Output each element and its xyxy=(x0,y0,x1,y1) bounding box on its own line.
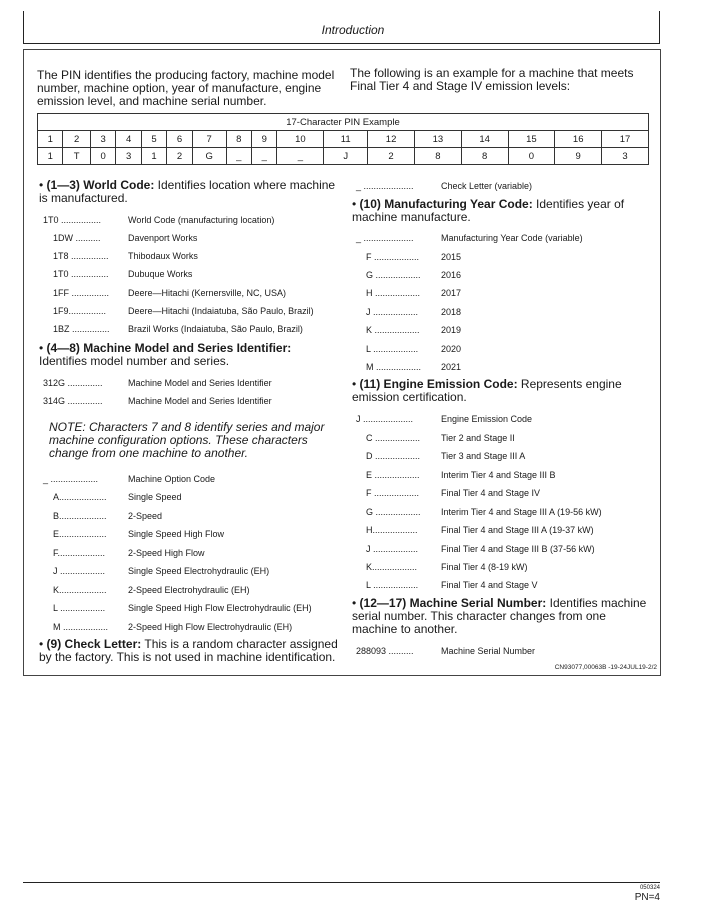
row-code: F .................. xyxy=(366,488,420,498)
pin-character: 2 xyxy=(368,148,415,165)
row-code: D .................. xyxy=(366,451,421,461)
engine-text: Represents engine emission certification. xyxy=(352,377,622,404)
row-code: 1BZ ............... xyxy=(53,324,110,334)
header-bottom-rule xyxy=(23,43,660,44)
pin-position: 14 xyxy=(461,131,508,148)
engine-row xyxy=(366,561,656,573)
world-code-text: Identifies location where machine is manufactured. xyxy=(39,178,336,205)
row-code: 288093 .......... xyxy=(356,646,414,656)
row-desc: Single Speed High Flow Electrohydraulic (EH) xyxy=(128,603,312,613)
row-code: K .................. xyxy=(366,325,420,335)
world-code-row xyxy=(53,250,343,262)
pin-character: 8 xyxy=(414,148,461,165)
row-code: 1T0 ................ xyxy=(43,215,102,225)
row-desc: Single Speed Electrohydraulic (EH) xyxy=(128,566,270,576)
engine-row xyxy=(356,413,656,425)
serial-heading: (12—17) Machine Serial Number: xyxy=(359,596,547,610)
row-code: _ ................... xyxy=(43,474,99,484)
pin-table-caption: 17-Character PIN Example xyxy=(38,114,649,131)
pin-character: _ xyxy=(226,148,251,165)
row-desc: Machine Model and Series Identifier xyxy=(128,396,272,406)
serial-row xyxy=(356,645,656,657)
year-row xyxy=(356,232,656,244)
engine-row xyxy=(366,432,656,444)
row-desc: 2019 xyxy=(441,325,462,335)
row-code: 1T8 ............... xyxy=(53,251,109,261)
row-desc: Final Tier 4 and Stage IV xyxy=(441,488,541,498)
row-code: 312G .............. xyxy=(43,378,103,388)
row-code: J .................. xyxy=(366,307,419,317)
model-row xyxy=(43,377,343,389)
row-desc: Machine Model and Series Identifier xyxy=(128,378,272,388)
row-code: 1T0 ............... xyxy=(53,269,109,279)
row-code: 1DW .......... xyxy=(53,233,101,243)
year-row xyxy=(366,324,656,336)
year-row xyxy=(366,287,656,299)
row-desc: Tier 3 and Stage III A xyxy=(441,451,526,461)
pin-character: 3 xyxy=(116,148,141,165)
row-code: L .................. xyxy=(53,603,106,613)
row-desc: Interim Tier 4 and Stage III B xyxy=(441,470,556,480)
check-letter-heading: (9) Check Letter: xyxy=(46,637,142,651)
row-desc: Single Speed xyxy=(128,492,182,502)
row-desc: 2016 xyxy=(441,270,462,280)
engine-row xyxy=(366,524,656,536)
row-desc: 2018 xyxy=(441,307,462,317)
pin-position: 16 xyxy=(555,131,602,148)
world-code-row xyxy=(53,232,343,244)
header-left-rule xyxy=(23,11,24,43)
engine-heading: (11) Engine Emission Code: xyxy=(359,377,518,391)
pin-position: 4 xyxy=(116,131,141,148)
world-code-row xyxy=(43,214,343,226)
row-code: C .................. xyxy=(366,433,421,443)
row-desc: 2021 xyxy=(441,362,462,372)
header-right-rule xyxy=(659,11,660,43)
row-code: L .................. xyxy=(366,580,419,590)
row-desc: Deere—Hitachi (Indaiatuba, São Paulo, Brazil) xyxy=(128,306,314,316)
engine-row xyxy=(366,506,656,518)
row-desc: World Code (manufacturing location) xyxy=(128,215,275,225)
row-code: J .................. xyxy=(53,566,106,576)
year-heading: (10) Manufacturing Year Code: xyxy=(359,197,533,211)
pin-position: 9 xyxy=(252,131,277,148)
row-desc: 2015 xyxy=(441,252,462,262)
row-desc: Interim Tier 4 and Stage III A (19-56 kW) xyxy=(441,507,602,517)
pin-character: 2 xyxy=(167,148,192,165)
model-heading: (4—8) Machine Model and Series Identifier: xyxy=(46,341,292,355)
model-text: Identifies model number and series. xyxy=(39,354,230,368)
row-code: E................... xyxy=(53,529,107,539)
row-code: K.................. xyxy=(366,562,418,572)
page-number: PN=4 xyxy=(634,892,660,903)
pin-character: G xyxy=(192,148,226,165)
world-code-bullet: • (1—3) World Code: Identifies location where machine is manufactured. xyxy=(39,178,336,205)
world-code-row xyxy=(53,268,343,280)
row-desc: 2017 xyxy=(441,288,462,298)
row-desc: 2-Speed High Flow xyxy=(128,548,205,558)
row-desc: Davenport Works xyxy=(128,233,198,243)
pin-example-table xyxy=(37,113,649,165)
row-code: _ .................... xyxy=(356,181,414,191)
year-bullet: • (10) Manufacturing Year Code: Identifies year of machine manufacture. xyxy=(352,197,625,224)
pin-character: _ xyxy=(277,148,324,165)
pin-character: 1 xyxy=(38,148,63,165)
row-code: H .................. xyxy=(366,288,421,298)
pin-position: 5 xyxy=(141,131,166,148)
serial-text: Identifies machine serial number. This character changes from one machine to another. xyxy=(352,596,647,636)
row-desc: 2-Speed High Flow Electrohydraulic (EH) xyxy=(128,622,293,632)
pin-position: 2 xyxy=(63,131,91,148)
pin-position: 3 xyxy=(90,131,115,148)
year-row xyxy=(366,306,656,318)
row-desc: Machine Serial Number xyxy=(441,646,536,656)
pin-character: 9 xyxy=(555,148,602,165)
footer-rule xyxy=(23,882,660,883)
row-code: J .................... xyxy=(356,414,414,424)
document-reference: CN93077,00063B -19-24JUL19-2/2 xyxy=(554,664,657,671)
pin-position: 17 xyxy=(602,131,649,148)
row-code: M .................. xyxy=(53,622,109,632)
series-note: NOTE: Characters 7 and 8 identify series and major machine configuration options. These characters change from one machine to another. xyxy=(49,420,325,460)
row-code: J .................. xyxy=(366,544,419,554)
option-row xyxy=(53,491,343,503)
row-desc: Single Speed High Flow xyxy=(128,529,225,539)
row-code: 1FF ............... xyxy=(53,288,110,298)
pin-character: T xyxy=(63,148,91,165)
year-row xyxy=(366,343,656,355)
serial-bullet: • (12—17) Machine Serial Number: Identifies machine serial number. This character changes from one machine to another. xyxy=(352,596,647,636)
row-desc: Final Tier 4 and Stage III B (37-56 kW) xyxy=(441,544,595,554)
world-code-row xyxy=(53,323,343,335)
pin-position: 11 xyxy=(324,131,368,148)
pin-character: _ xyxy=(252,148,277,165)
row-desc: Dubuque Works xyxy=(128,269,193,279)
row-desc: Brazil Works (Indaiatuba, São Paulo, Brazil) xyxy=(128,324,303,334)
option-row xyxy=(53,621,343,633)
option-row xyxy=(53,602,343,614)
row-code: _ .................... xyxy=(356,233,414,243)
pin-character: 0 xyxy=(508,148,555,165)
option-row xyxy=(53,528,343,540)
check-letter-bullet: • (9) Check Letter: This is a random character assigned by the factory. This is not used in machine identification. xyxy=(39,637,338,664)
engine-row xyxy=(366,469,656,481)
row-code: E .................. xyxy=(366,470,420,480)
option-row xyxy=(43,473,343,485)
engine-row xyxy=(366,450,656,462)
engine-bullet: • (11) Engine Emission Code: Represents engine emission certification. xyxy=(352,377,622,404)
row-desc: Final Tier 4 and Stage III A (19-37 kW) xyxy=(441,525,594,535)
intro-right-paragraph: The following is an example for a machine that meets Final Tier 4 and Stage IV emission levels: xyxy=(350,66,634,93)
row-code: M .................. xyxy=(366,362,422,372)
row-code: G .................. xyxy=(366,270,421,280)
pin-position: 1 xyxy=(38,131,63,148)
year-text: Identifies year of machine manufacture. xyxy=(352,197,625,224)
row-desc: Engine Emission Code xyxy=(441,414,533,424)
row-code: F .................. xyxy=(366,252,420,262)
pin-character: 0 xyxy=(90,148,115,165)
row-desc: 2-Speed xyxy=(128,511,163,521)
row-desc: Machine Option Code xyxy=(128,474,216,484)
option-row xyxy=(53,584,343,596)
row-code: L .................. xyxy=(366,344,419,354)
pin-position: 15 xyxy=(508,131,555,148)
row-desc: Final Tier 4 and Stage V xyxy=(441,580,538,590)
pin-character: 8 xyxy=(461,148,508,165)
pin-characters-row xyxy=(38,148,649,165)
row-code: H.................. xyxy=(366,525,418,535)
check-letter-row xyxy=(356,180,656,192)
world-code-row xyxy=(53,287,343,299)
pin-position: 10 xyxy=(277,131,324,148)
pin-position: 8 xyxy=(226,131,251,148)
row-desc: Final Tier 4 (8-19 kW) xyxy=(441,562,528,572)
page-header-title: Introduction xyxy=(321,23,385,37)
pin-position: 13 xyxy=(414,131,461,148)
engine-row xyxy=(366,487,656,499)
option-row xyxy=(53,547,343,559)
check-letter-text: This is a random character assigned by the factory. This is not used in machine identification. xyxy=(39,637,338,664)
pin-character: 1 xyxy=(141,148,166,165)
row-desc: Deere—Hitachi (Kernersville, NC, USA) xyxy=(128,288,287,298)
row-desc: Check Letter (variable) xyxy=(441,181,533,191)
pin-position: 6 xyxy=(167,131,192,148)
pin-position: 7 xyxy=(192,131,226,148)
row-desc: 2-Speed Electrohydraulic (EH) xyxy=(128,585,250,595)
pin-character: 3 xyxy=(602,148,649,165)
engine-row xyxy=(366,579,656,591)
row-code: 314G .............. xyxy=(43,396,103,406)
row-desc: Thibodaux Works xyxy=(128,251,198,261)
row-code: F................... xyxy=(53,548,106,558)
engine-row xyxy=(366,543,656,555)
model-row xyxy=(43,395,343,407)
row-code: K................... xyxy=(53,585,107,595)
row-code: B................... xyxy=(53,511,107,521)
pin-positions-row xyxy=(38,131,649,148)
model-bullet: • (4—8) Machine Model and Series Identifier: Identifies model number and series. xyxy=(39,341,292,368)
intro-left-paragraph: The PIN identifies the producing factory, machine model number, machine option, year of manufacture, engine emission level, and machine serial number. xyxy=(37,68,335,108)
option-row xyxy=(53,565,343,577)
row-code: G .................. xyxy=(366,507,421,517)
footer-code: 050324 xyxy=(639,885,660,891)
option-row xyxy=(53,510,343,522)
row-desc: Tier 2 and Stage II xyxy=(441,433,515,443)
year-row xyxy=(366,269,656,281)
year-row xyxy=(366,361,656,373)
pin-position: 12 xyxy=(368,131,415,148)
row-desc: 2020 xyxy=(441,344,462,354)
year-row xyxy=(366,251,656,263)
row-code: A................... xyxy=(53,492,107,502)
pin-character: J xyxy=(324,148,368,165)
world-code-heading: (1—3) World Code: xyxy=(46,178,155,192)
row-desc: Manufacturing Year Code (variable) xyxy=(441,233,583,243)
row-code: 1F9............... xyxy=(53,306,107,316)
world-code-row xyxy=(53,305,343,317)
